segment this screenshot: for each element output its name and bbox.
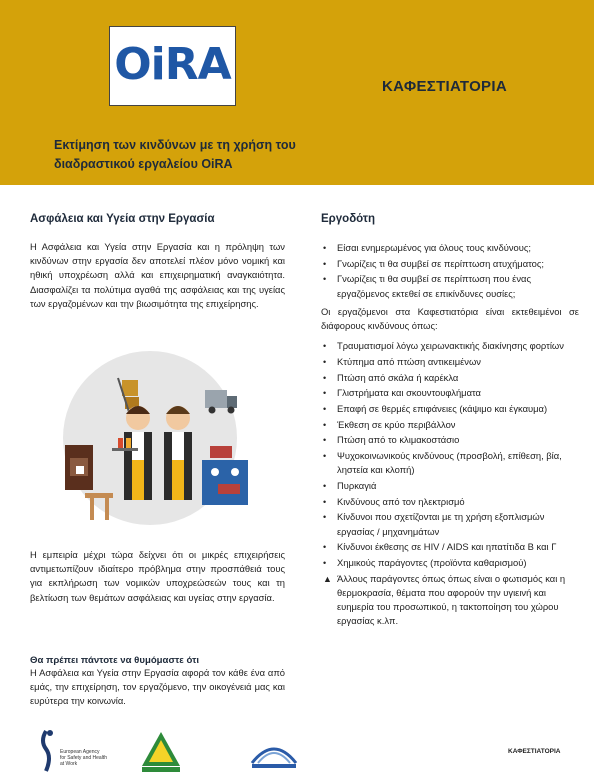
list-item: • Πυρκαγιά xyxy=(323,480,377,492)
page-subtitle: Εκτίμηση των κινδύνων με τη χρήση του διαδραστικού εργαλείου OiRA xyxy=(54,138,296,171)
oira-logo xyxy=(109,26,236,106)
list-item: • Τραυματισμοί λόγω χειρωνακτικής διακίνησης φορτίων xyxy=(323,340,564,352)
list-item: • Επαφή σε θερμές επιφάνειες (κάψιμο και έγκαυμα) xyxy=(323,403,548,415)
employer-heading: Εργοδότη xyxy=(321,213,376,225)
list-item: • Κίνδυνοι που σχετίζονται με τη χρήση εξοπλισμών εργασίας / μηχανημάτων xyxy=(323,511,545,537)
list-item: ▲ Άλλους παράγοντες όπως όπως είναι ο φωτισμός και η θερμοκρασία, θέματα που αφορούν την υγιεινή και ευημερία του προσωπικού, η τακτοποίηση του χώρου εργασίας κ.λπ. xyxy=(323,572,566,627)
right-column xyxy=(321,213,579,630)
list-item: • Κινδύνους από τον ηλεκτρισμό xyxy=(323,495,465,507)
workers-paragraph: Οι εργαζόμενοι στα Καφεστιατόρια είναι εκτεθειμένοι σε διάφορους κινδύνους όπως: xyxy=(321,305,579,332)
remember-heading: Θα πρέπει πάντοτε να θυμόμαστε ότι xyxy=(30,655,200,666)
list-item: • Γνωρίζεις τι θα συμβεί σε περίπτωση που ένας εργαζόμενος εκτεθεί σε επικίνδυνες ουσίες; xyxy=(323,273,531,299)
list-item: • Πτώση από το κλιμακοστάσιο xyxy=(323,434,460,446)
waiters-illustration xyxy=(30,350,270,525)
oira-logo-text: OiRA xyxy=(114,39,231,90)
osh-intro-paragraph: Η Ασφάλεια και Υγεία στην Εργασία και η πρόληψη των κινδύνων στην εργασία δεν αποτελεί πλέον μόνο νομική και ηθική υποχρέωση αλλά και επιχειρηματική αναγκαιότητα. Διασφαλίζει τα πολύτιμα αγαθά της ασφάλειας και της υγείας των εργαζομένων και την βιωσιμότητα της επιχείρησης. xyxy=(30,241,285,309)
partner-logo-triangle xyxy=(140,730,182,774)
list-item: • Ψυχοκοινωνικούς κινδύνους (προσβολή, επίθεση, βία, ληστεία και κλοπή) xyxy=(323,450,562,476)
eu-osha-logo xyxy=(38,727,108,775)
remember-text: Η Ασφάλεια και Υγεία στην Εργασία αφορά τον κάθε ένα από εμάς, την επιχείρηση, τον εργαζόμενο, την οικογένειά μας και ευρύτερα την κοινωνία. xyxy=(30,667,285,707)
remember-block xyxy=(30,655,285,709)
svg-text:European Agency: European Agency xyxy=(60,749,100,755)
page-title: ΚΑΦΕΣΤΙΑΤΟΡΙΑ xyxy=(382,78,507,95)
risk-list xyxy=(321,339,579,628)
list-item: • Είσαι ενημερωμένος για όλους τους κινδύνους; xyxy=(323,242,531,253)
svg-text:for Safety and Health: for Safety and Health xyxy=(60,755,107,761)
list-item: • Πτώση από σκάλα ή καρέκλα xyxy=(323,371,459,383)
list-item: • Γνωρίζεις τι θα συμβεί σε περίπτωση ατυχήματος; xyxy=(323,257,545,269)
osh-heading: Ασφάλεια και Υγεία στην Εργασία xyxy=(30,213,215,225)
list-item: • Γλιστρήματα και σκουντουφλήματα xyxy=(323,387,481,399)
left-column xyxy=(30,213,285,311)
partner-logo-dome xyxy=(248,735,300,773)
experience-paragraph: Η εμπειρία μέχρι τώρα δείχνει ότι οι μικρές επιχειρήσεις αντιμετωπίζουν ιδιαίτερο πρόβλημα στην προσπάθειά τους για εκπλήρωση των νομικών υποχρεώσεών τους και τη βελτίωση των θεμάτων ασφάλειας και υγείας στην εργασία. xyxy=(30,549,285,603)
list-item: • Χημικούς παράγοντες (προϊόντα καθαρισμού) xyxy=(323,557,527,569)
header-banner xyxy=(0,0,594,185)
list-item: • Έκθεση σε κρύο περιβάλλον xyxy=(323,418,456,430)
list-item: • Κίνδυνοι έκθεσης σε HIV / AIDS και ηπατίτιδα Β και Γ xyxy=(323,541,557,553)
svg-text:at Work: at Work xyxy=(60,761,78,767)
footer-label: ΚΑΦΕΣΤΙΑΤΟΡΙΑ xyxy=(508,748,561,755)
list-item: • Κτύπημα από πτώση αντικειμένων xyxy=(323,355,481,367)
employer-list xyxy=(321,241,579,301)
